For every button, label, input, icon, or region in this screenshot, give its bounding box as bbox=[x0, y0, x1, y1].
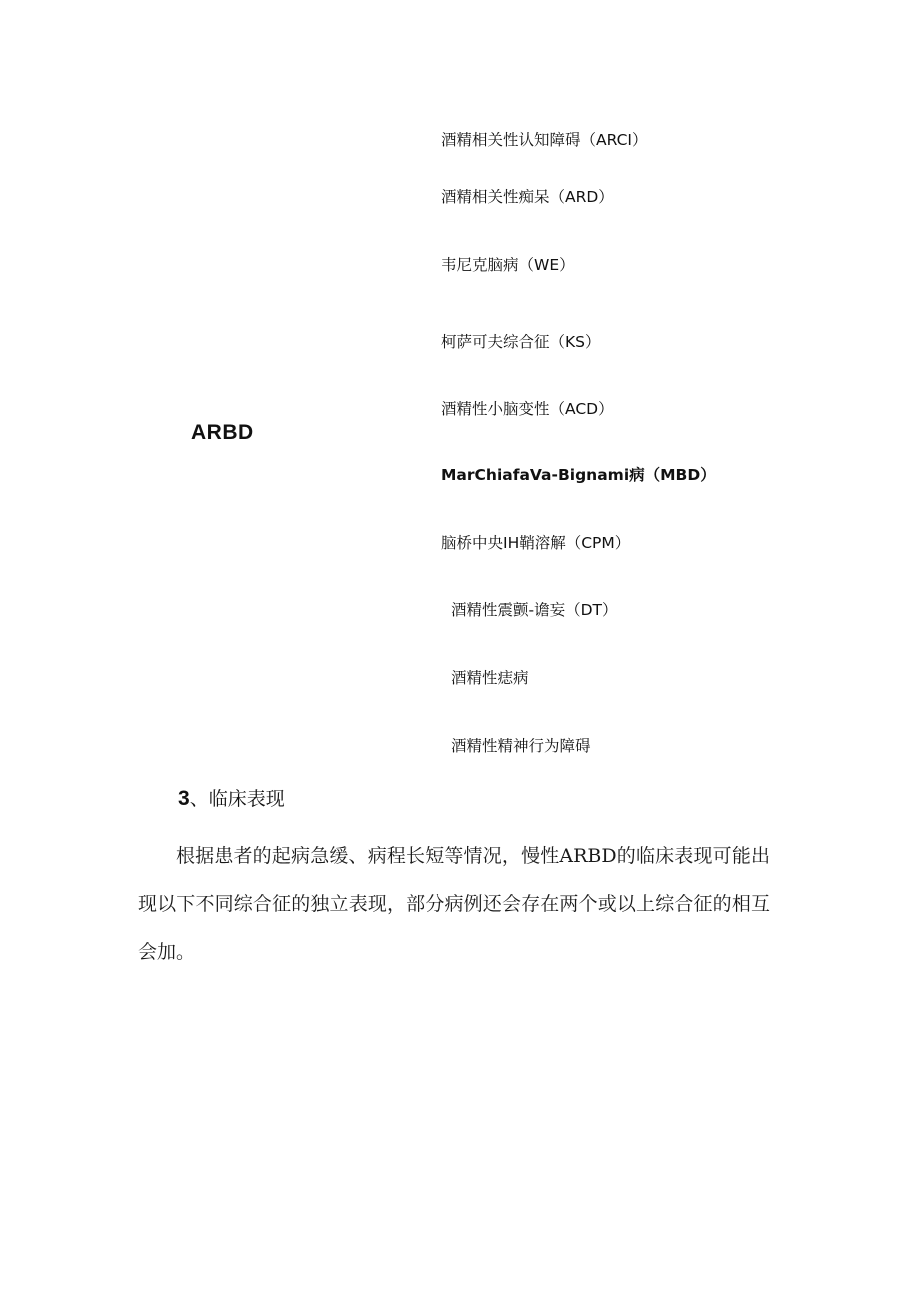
diagram-item-dt: 酒精性震颤-谵妄（DT） bbox=[451, 601, 618, 619]
diagram-item-acd: 酒精性小脑变性（ACD） bbox=[441, 400, 614, 418]
diagram-item-mbd: MarChiafaVa-Bignami病（MBD） bbox=[441, 466, 716, 484]
section-title: 临床表现 bbox=[208, 788, 285, 810]
diagram-item-arci: 酒精相关性认知障碍（ARCI） bbox=[441, 131, 648, 149]
section-paragraph: 根据患者的起病急缓、病程长短等情况，慢性ARBD的临床表现可能出现以下不同综合征的独立表现，部分病例还会存在两个或以上综合征的相互会加。 bbox=[138, 845, 770, 963]
diagram-item-ks: 柯萨可夫综合征（KS） bbox=[441, 333, 601, 351]
diagram-item-cpm: 脑桥中央IH鞘溶解（CPM） bbox=[441, 534, 631, 552]
diagram-item-we: 韦尼克脑病（WE） bbox=[441, 256, 575, 274]
diagram-item-ard: 酒精相关性痴呆（ARD） bbox=[441, 188, 614, 206]
diagram-root-label: ARBD bbox=[191, 421, 254, 444]
diagram-item-behavior-disorder: 酒精性精神行为障碍 bbox=[451, 737, 591, 755]
section-number: 3 bbox=[178, 787, 190, 810]
section-separator: 、 bbox=[189, 788, 209, 810]
diagram-item-alcoholic-disease: 酒精性痣病 bbox=[451, 669, 529, 687]
section-heading bbox=[178, 784, 285, 811]
